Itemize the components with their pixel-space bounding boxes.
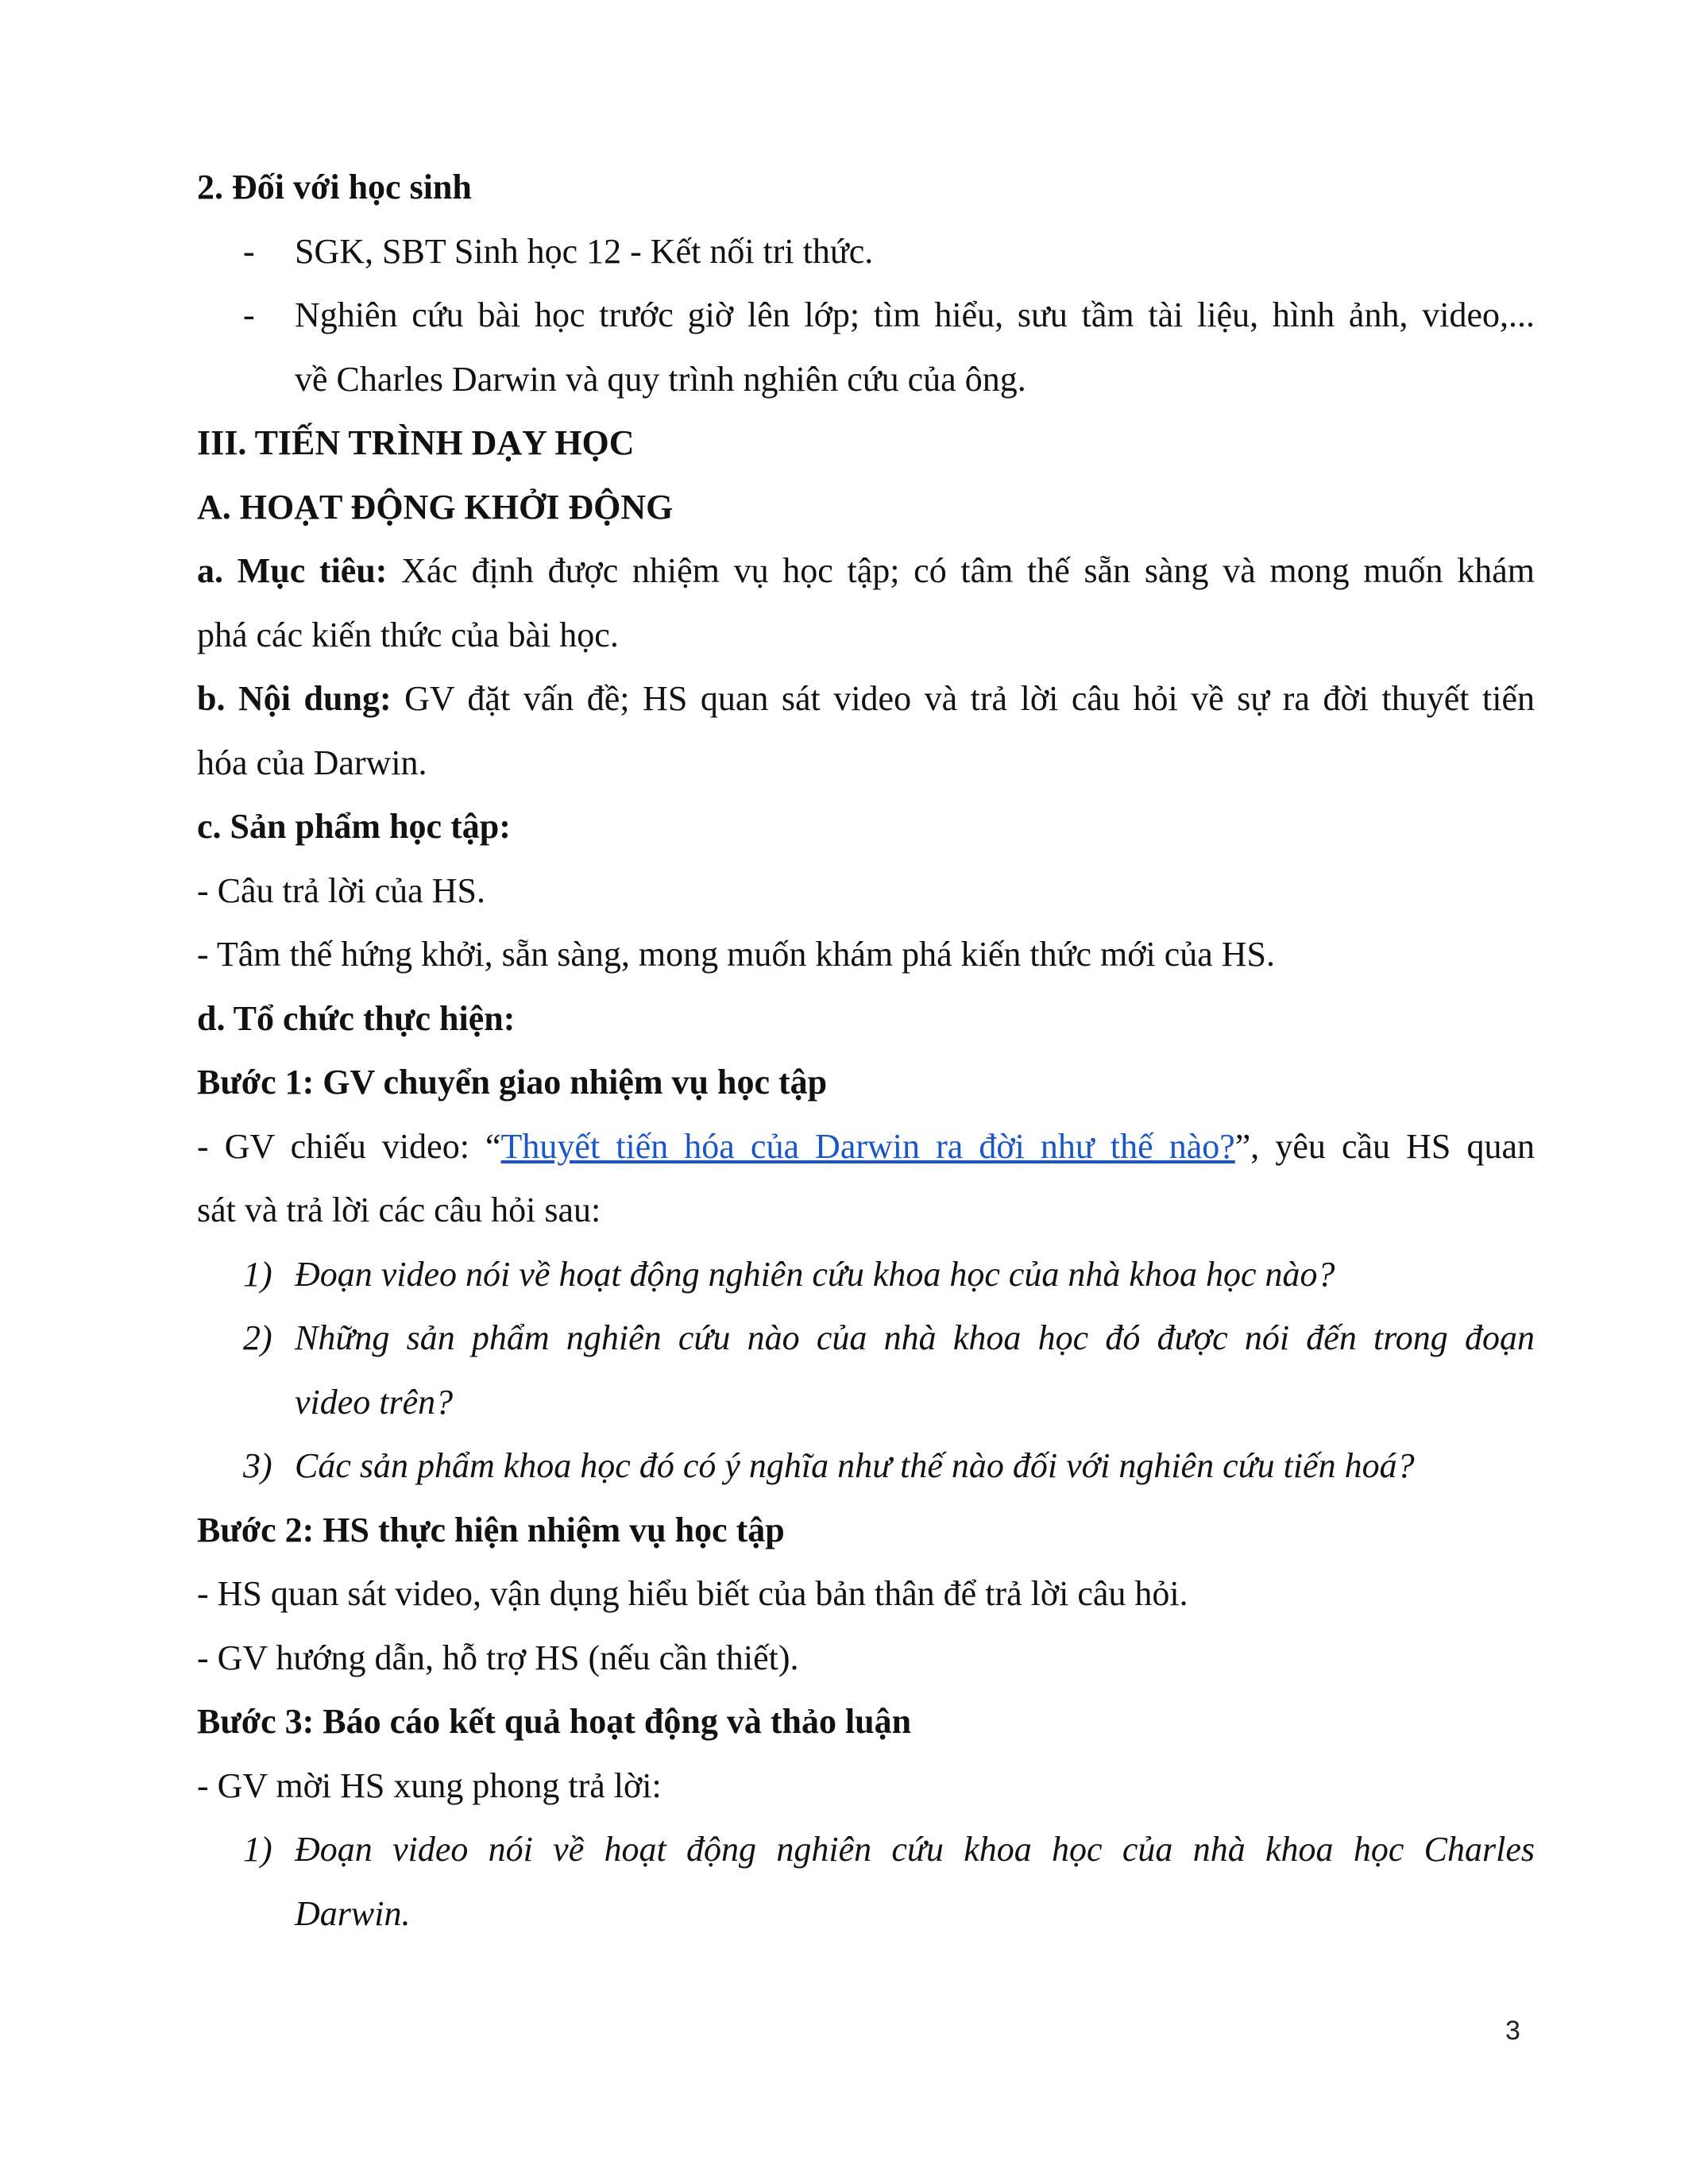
list-item-text: Nghiên cứu bài học trước giờ lên lớp; tìm hiểu, sưu tầm tài liệu, hình ảnh, video,... [295, 295, 1535, 334]
content-text: GV đặt vấn đề; HS quan sát video và trả lời câu hỏi về sự ra đời thuyết tiến [391, 679, 1535, 718]
list-item-continuation [197, 348, 1535, 412]
question-text: Đoạn video nói về hoạt động nghiên cứu khoa học của nhà khoa học nào? [295, 1254, 1335, 1294]
page-number: 3 [1505, 2016, 1520, 2046]
objective-label: a. Mục tiêu: [197, 551, 388, 590]
page-content [197, 156, 1535, 1946]
product-label: c. Sản phẩm học tập: [197, 807, 511, 846]
list-item-text: về Charles Darwin và quy trình nghiên cứu của ông. [295, 359, 1026, 399]
answer-text: Đoạn video nói về hoạt động nghiên cứu khoa học của nhà khoa học Charles [295, 1830, 1535, 1869]
step1-intro-after: ”, yêu cầu HS quan [1234, 1126, 1535, 1166]
question-number: 2) [243, 1318, 272, 1357]
content-paragraph [197, 667, 1535, 731]
question-text: Những sản phẩm nghiên cứu nào của nhà khoa học đó được nói đến trong đoạn [295, 1318, 1535, 1357]
answer-item [197, 1818, 1535, 1882]
question-item [197, 1434, 1535, 1499]
organization-label: d. Tổ chức thực hiện: [197, 998, 516, 1038]
section-heading-students: 2. Đối với học sinh [197, 168, 472, 206]
question-number: 3) [243, 1446, 272, 1485]
question-text: Các sản phẩm khoa học đó có ý nghĩa như thế nào đối với nghiên cứu tiến hoá? [295, 1446, 1415, 1485]
product-line: - Câu trả lời của HS. [197, 870, 485, 910]
content-text-cont: hóa của Darwin. [197, 743, 427, 782]
list-item-text: SGK, SBT Sinh học 12 - Kết nối tri thức. [295, 231, 874, 271]
step2-line: - GV hướng dẫn, hỗ trợ HS (nếu cần thiết). [197, 1638, 799, 1677]
answer-number: 1) [243, 1830, 272, 1869]
section-heading-warmup: A. HOẠT ĐỘNG KHỞI ĐỘNG [197, 487, 674, 527]
step1-intro-before: - GV chiếu video: “ [197, 1126, 501, 1166]
list-item [197, 220, 1535, 284]
objective-text: Xác định được nhiệm vụ học tập; có tâm thế sẵn sàng và mong muốn khám [387, 551, 1535, 590]
objective-text-cont: phá các kiến thức của bài học. [197, 615, 619, 654]
step2-heading: Bước 2: HS thực hiện nhiệm vụ học tập [197, 1510, 785, 1549]
objective-paragraph [197, 539, 1535, 604]
step3-intro: - GV mời HS xung phong trả lời: [197, 1765, 662, 1805]
content-label: b. Nội dung: [197, 679, 392, 718]
answer-item-continuation [197, 1882, 1535, 1947]
section-heading-process: III. TIẾN TRÌNH DẠY HỌC [197, 423, 635, 462]
question-number: 1) [243, 1254, 272, 1294]
step1-heading: Bước 1: GV chuyển giao nhiệm vụ học tập [197, 1063, 828, 1102]
question-item [197, 1306, 1535, 1371]
step1-intro-cont: sát và trả lời các câu hỏi sau: [197, 1190, 601, 1229]
question-item [197, 1243, 1535, 1307]
step1-intro [197, 1115, 1535, 1179]
question-item-continuation [197, 1371, 1535, 1435]
video-link[interactable]: Thuyết tiến hóa của Darwin ra đời như thế nào? [500, 1126, 1235, 1166]
list-item [197, 284, 1535, 348]
bullet-dash: - [243, 295, 255, 334]
bullet-dash: - [243, 231, 255, 271]
product-line: - Tâm thế hứng khởi, sẵn sàng, mong muốn khám phá kiến thức mới của HS. [197, 935, 1275, 974]
question-text: video trên? [295, 1382, 454, 1422]
step3-heading: Bước 3: Báo cáo kết quả hoạt động và thảo luận [197, 1702, 912, 1741]
step2-line: - HS quan sát video, vận dụng hiểu biết của bản thân để trả lời câu hỏi. [197, 1574, 1188, 1613]
answer-text: Darwin. [295, 1893, 411, 1933]
